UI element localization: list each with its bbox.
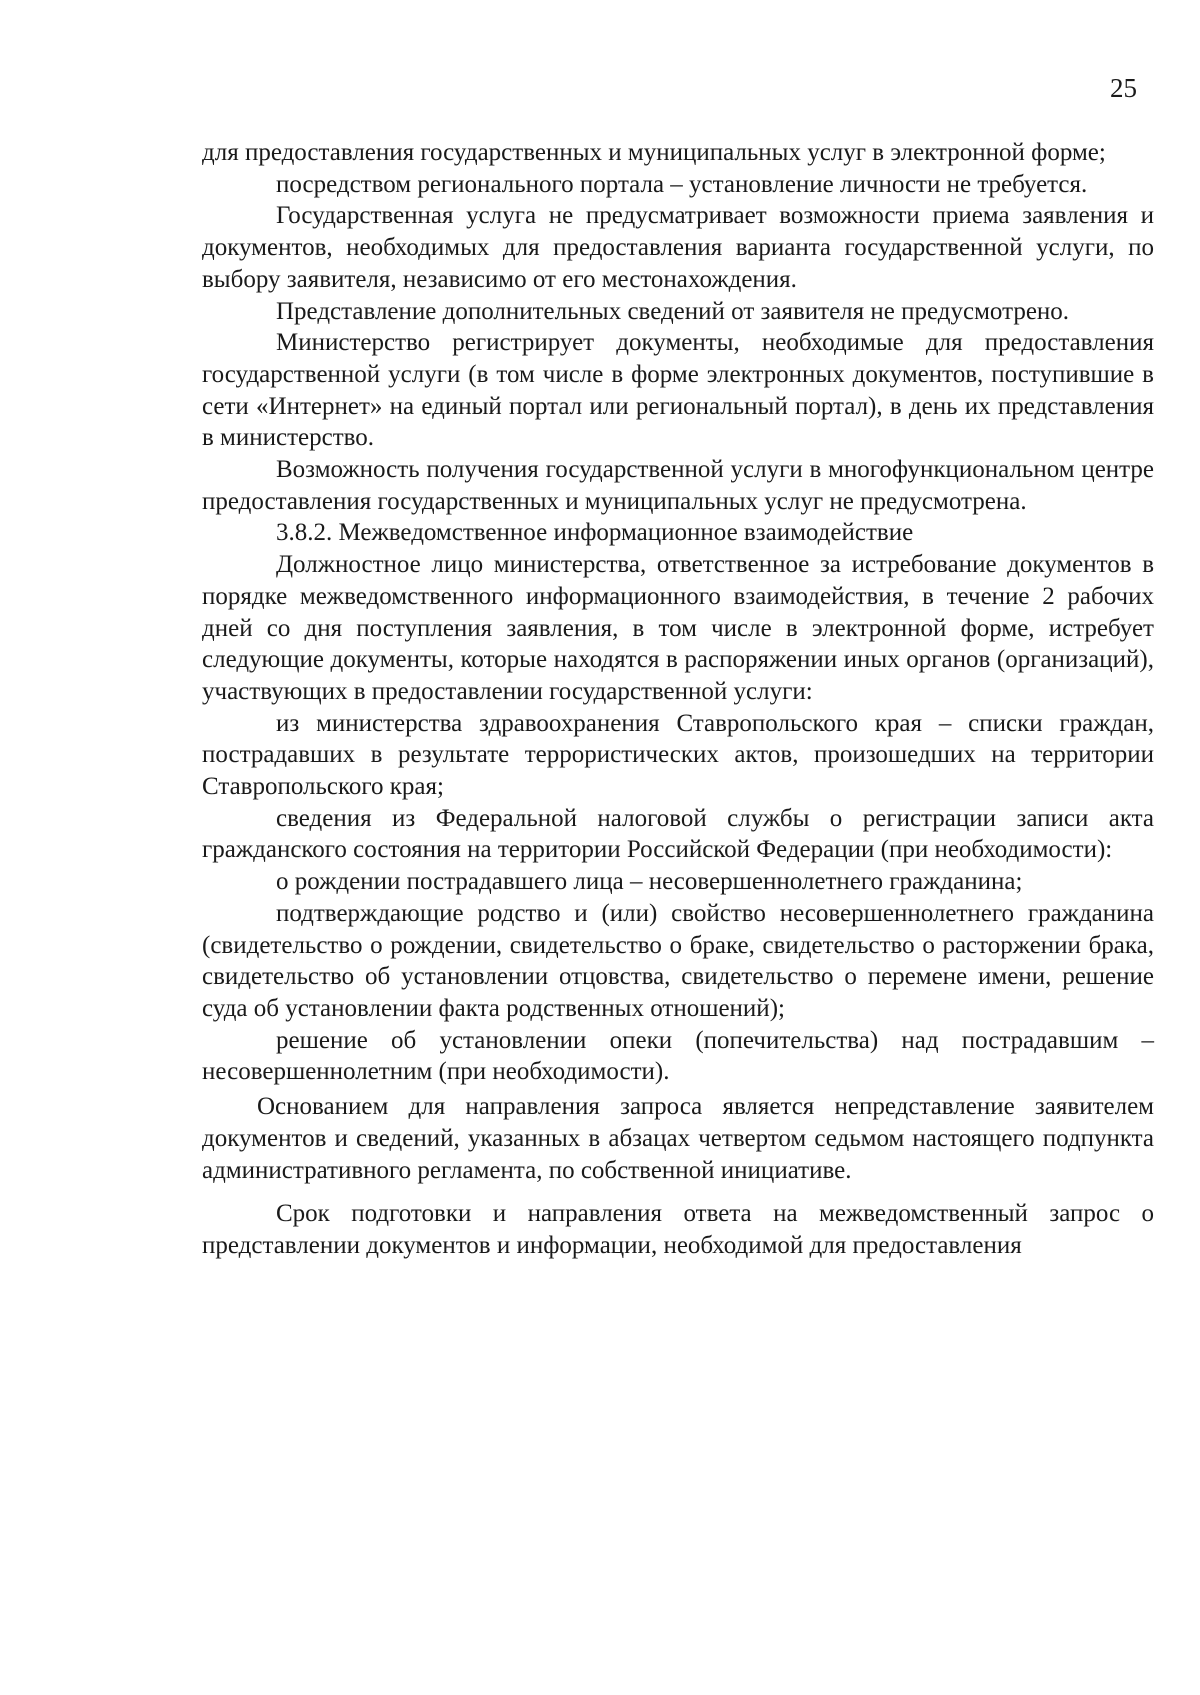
paragraph: для предоставления государственных и муниципальных услуг в электронной форме; [202,139,1106,166]
paragraph: решение об установлении опеки (попечительства) над пострадавшим – несовершеннолетним (при необходимости). [202,1026,1154,1086]
paragraph: Срок подготовки и направления ответа на межведомственный запрос о представлении документов и информации, необходимой для предоставления [202,1200,1154,1259]
paragraph: Министерство регистрирует документы, необходимые для предоставления государственной услуги (в том числе в форме электронных документов, поступившие в сети «Интернет» на единый портал или региональный портал), в день их представления в министерство. [202,329,1154,452]
paragraph: из министерства здравоохранения Ставропольского края – списки граждан, пострадавших в результате террористических актов, произошедших на территории Ставропольского края; [202,709,1154,801]
paragraph: подтверждающие родство и (или) свойство несовершеннолетнего гражданина (свидетельство о рождении, свидетельство о браке, свидетельство о расторжении брака, свидетельство об установлении отцовства, свидетельство о перемене имени, решение суда об установлении факта родственных отношений); [202,899,1154,1022]
paragraph: Государственная услуга не предусматривает возможности приема заявления и документов, необходимых для предоставления варианта государственной услуги, по выбору заявителя, независимо от его местонахождения. [202,202,1154,293]
paragraph: Возможность получения государственной услуги в многофункциональном центре предоставления государственных и муниципальных услуг не предусмотрена. [202,456,1154,515]
paragraph: Представление дополнительных сведений от заявителя не предусмотрено. [276,297,1070,325]
paragraph: сведения из Федеральной налоговой службы о регистрации записи акта гражданского состояния на территории Российской Федерации (при необходимости): [202,804,1154,864]
page-number: 25 [1110,73,1137,103]
document-body [202,137,1154,1262]
paragraph: Должностное лицо министерства, ответственное за истребование документов в порядке межведомственного информационного взаимодействия, в течение 2 рабочих дней со дня поступления заявления, в том числе в электронной форме, истребует следующие документы, которые находятся в распоряжении иных органов (организаций), участвующих в предоставлении государственной услуги: [202,551,1154,705]
section-heading: 3.8.2. Межведомственное информационное взаимодействие [276,519,914,547]
paragraph: посредством регионального портала – установление личности не требуется. [276,170,1088,198]
paragraph: о рождении пострадавшего лица – несовершеннолетнего гражданина; [276,868,1023,896]
paragraph: Основанием для направления запроса является непредставление заявителем документов и сведений, указанных в абзацах четвертом седьмом настоящего подпункта административного регламента, по собственной инициативе. [202,1093,1154,1184]
